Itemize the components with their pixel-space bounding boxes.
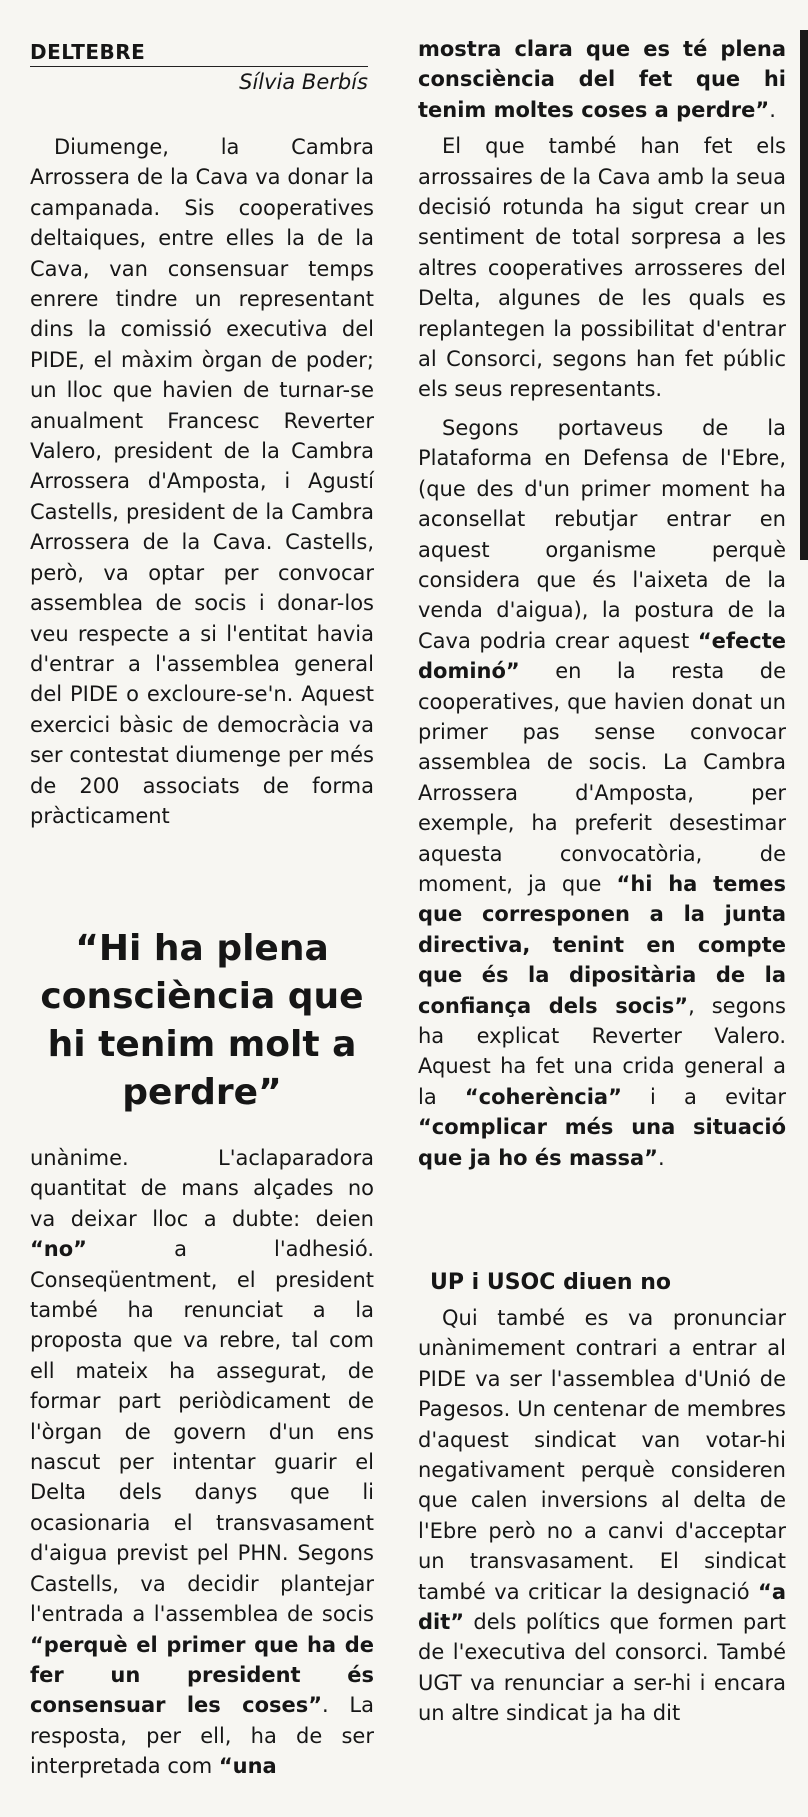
page-edge-mark bbox=[800, 30, 808, 560]
right-column bbox=[418, 34, 786, 1173]
emphasis-no: “no” bbox=[30, 1237, 87, 1262]
paragraph-platform bbox=[418, 413, 786, 1173]
emphasis-quote-start: “una bbox=[218, 1754, 277, 1779]
text-run: . bbox=[657, 1145, 665, 1170]
emphasis-a-dit: “a dit” bbox=[418, 1579, 786, 1635]
article-intro bbox=[30, 132, 374, 831]
emphasis-domino: “efecte dominó” bbox=[418, 628, 786, 684]
dateline: DELTEBRE bbox=[30, 40, 368, 67]
emphasis-quote-end: mostra clara que es té plena consciència del fet que hi tenim moltes coses a perdre” bbox=[418, 37, 786, 122]
quote-continuation bbox=[418, 34, 786, 125]
paragraph-continuation bbox=[30, 1143, 374, 1782]
text-run: . bbox=[769, 97, 776, 122]
emphasis-junta: “hi ha temes que corresponen a la junta directiva, tenint en compte que és la dipositària de la confiança dels socis” bbox=[418, 871, 786, 1018]
text-run: Segons portaveus de la Plataforma en Defensa de l'Ebre, (que des d'un primer moment ha aconsellat rebutjar entrar en aquest organisme perquè considera que és l'aixeta de la venda d'aigua), la postura de la Cava podria crear aquest bbox=[418, 415, 786, 653]
subheading: UP i USOC diuen no bbox=[430, 1270, 672, 1295]
pull-quote: “Hi ha plena consciència que hi tenim molt a perdre” bbox=[40, 928, 364, 1113]
emphasis-complicar: “complicar més una situació que ja ho és massa” bbox=[418, 1115, 786, 1170]
emphasis-coherencia: “coherència” bbox=[464, 1084, 622, 1109]
intro-paragraph: Diumenge, la Cambra Arrossera de la Cava va donar la campanada. Sis cooperatives deltaiques, entre elles la de la Cava, van consensuar temps enrere tindre un representant dins la comissió executiva del PIDE, el màxim òrgan de poder; un lloc que havien de turnar-se anualment Francesc Reverter Valero, president de la Cambra Arrossera d'Amposta, i Agustí Castells, president de la Cambra Arrossera de la Cava. Castells, però, va optar per convocar assemblea de socis i donar-los veu respecte a si l'entitat havia d'entrar a l'assemblea general del PIDE o excloure-se'n. Aquest exercici bàsic de democràcia va ser contestat diumenge per més de 200 associats de forma pràcticament bbox=[30, 135, 374, 828]
text-run: unànime. L'aclaparadora quantitat de mans alçades no va deixar lloc a dubte: deien bbox=[30, 1146, 374, 1231]
text-run: i a evitar bbox=[621, 1084, 786, 1109]
emphasis-quote: “perquè el primer que ha de fer un president és consensuar les coses” bbox=[30, 1632, 374, 1718]
paragraph-up-usoc bbox=[418, 1303, 786, 1729]
byline: Sílvia Berbís bbox=[239, 70, 368, 94]
text-run: , segons ha explicat Reverter Valero. Aquest ha fet una crida general a la bbox=[418, 993, 786, 1109]
text-run: Qui també es va pronunciar unànimement contrari a entrar al PIDE va ser l'assemblea d'Unió de Pagesos. Un centenar de membres d'aquest sindicat van votar-hi negativament perquè consideren que calen inversions al delta de l'Ebre però no a canvi d'acceptar un transvasament. El sindicat també va criticar la designació bbox=[418, 1306, 786, 1604]
text-run: . La resposta, per ell, ha de ser interpretada com bbox=[30, 1693, 374, 1779]
text-run: en la resta de cooperatives, que havien donat un primer pas sense convocar assemblea de socis. La Cambra Arrossera d'Amposta, per exemple, ha preferit desestimar aquesta convocatòria, de moment, ja que bbox=[418, 659, 786, 896]
text-run: a l'adhesió. Conseqüentment, el president també ha renunciat a la proposta que va rebre, tal com ell mateix ha assegurat, de formar part periòdicament de l'òrgan de govern d'un ens nascut per intentar guarir el Delta dels danys que li ocasionaria el transvasament d'aigua previst pel PHN. Segons Castells, va decidir plantejar l'entrada a l'assemblea de socis bbox=[30, 1237, 374, 1627]
text-run: dels polítics que formen part de l'executiva del consorci. També UGT va renunciar a ser-hi i encara un altre sindicat ja ha dit bbox=[418, 1610, 786, 1726]
right-column-lower bbox=[418, 1303, 786, 1729]
paragraph-rice-growers: El que també han fet els arrossaires de la Cava amb la seua decisió rotunda ha sigut crear un sentiment de total sorpresa a les altres cooperatives arrosseres del Delta, algunes de les quals es replantegen la possibilitat d'entrar al Consorci, segons han fet públic els seus representants. bbox=[418, 134, 787, 402]
left-continuation bbox=[30, 1143, 374, 1782]
